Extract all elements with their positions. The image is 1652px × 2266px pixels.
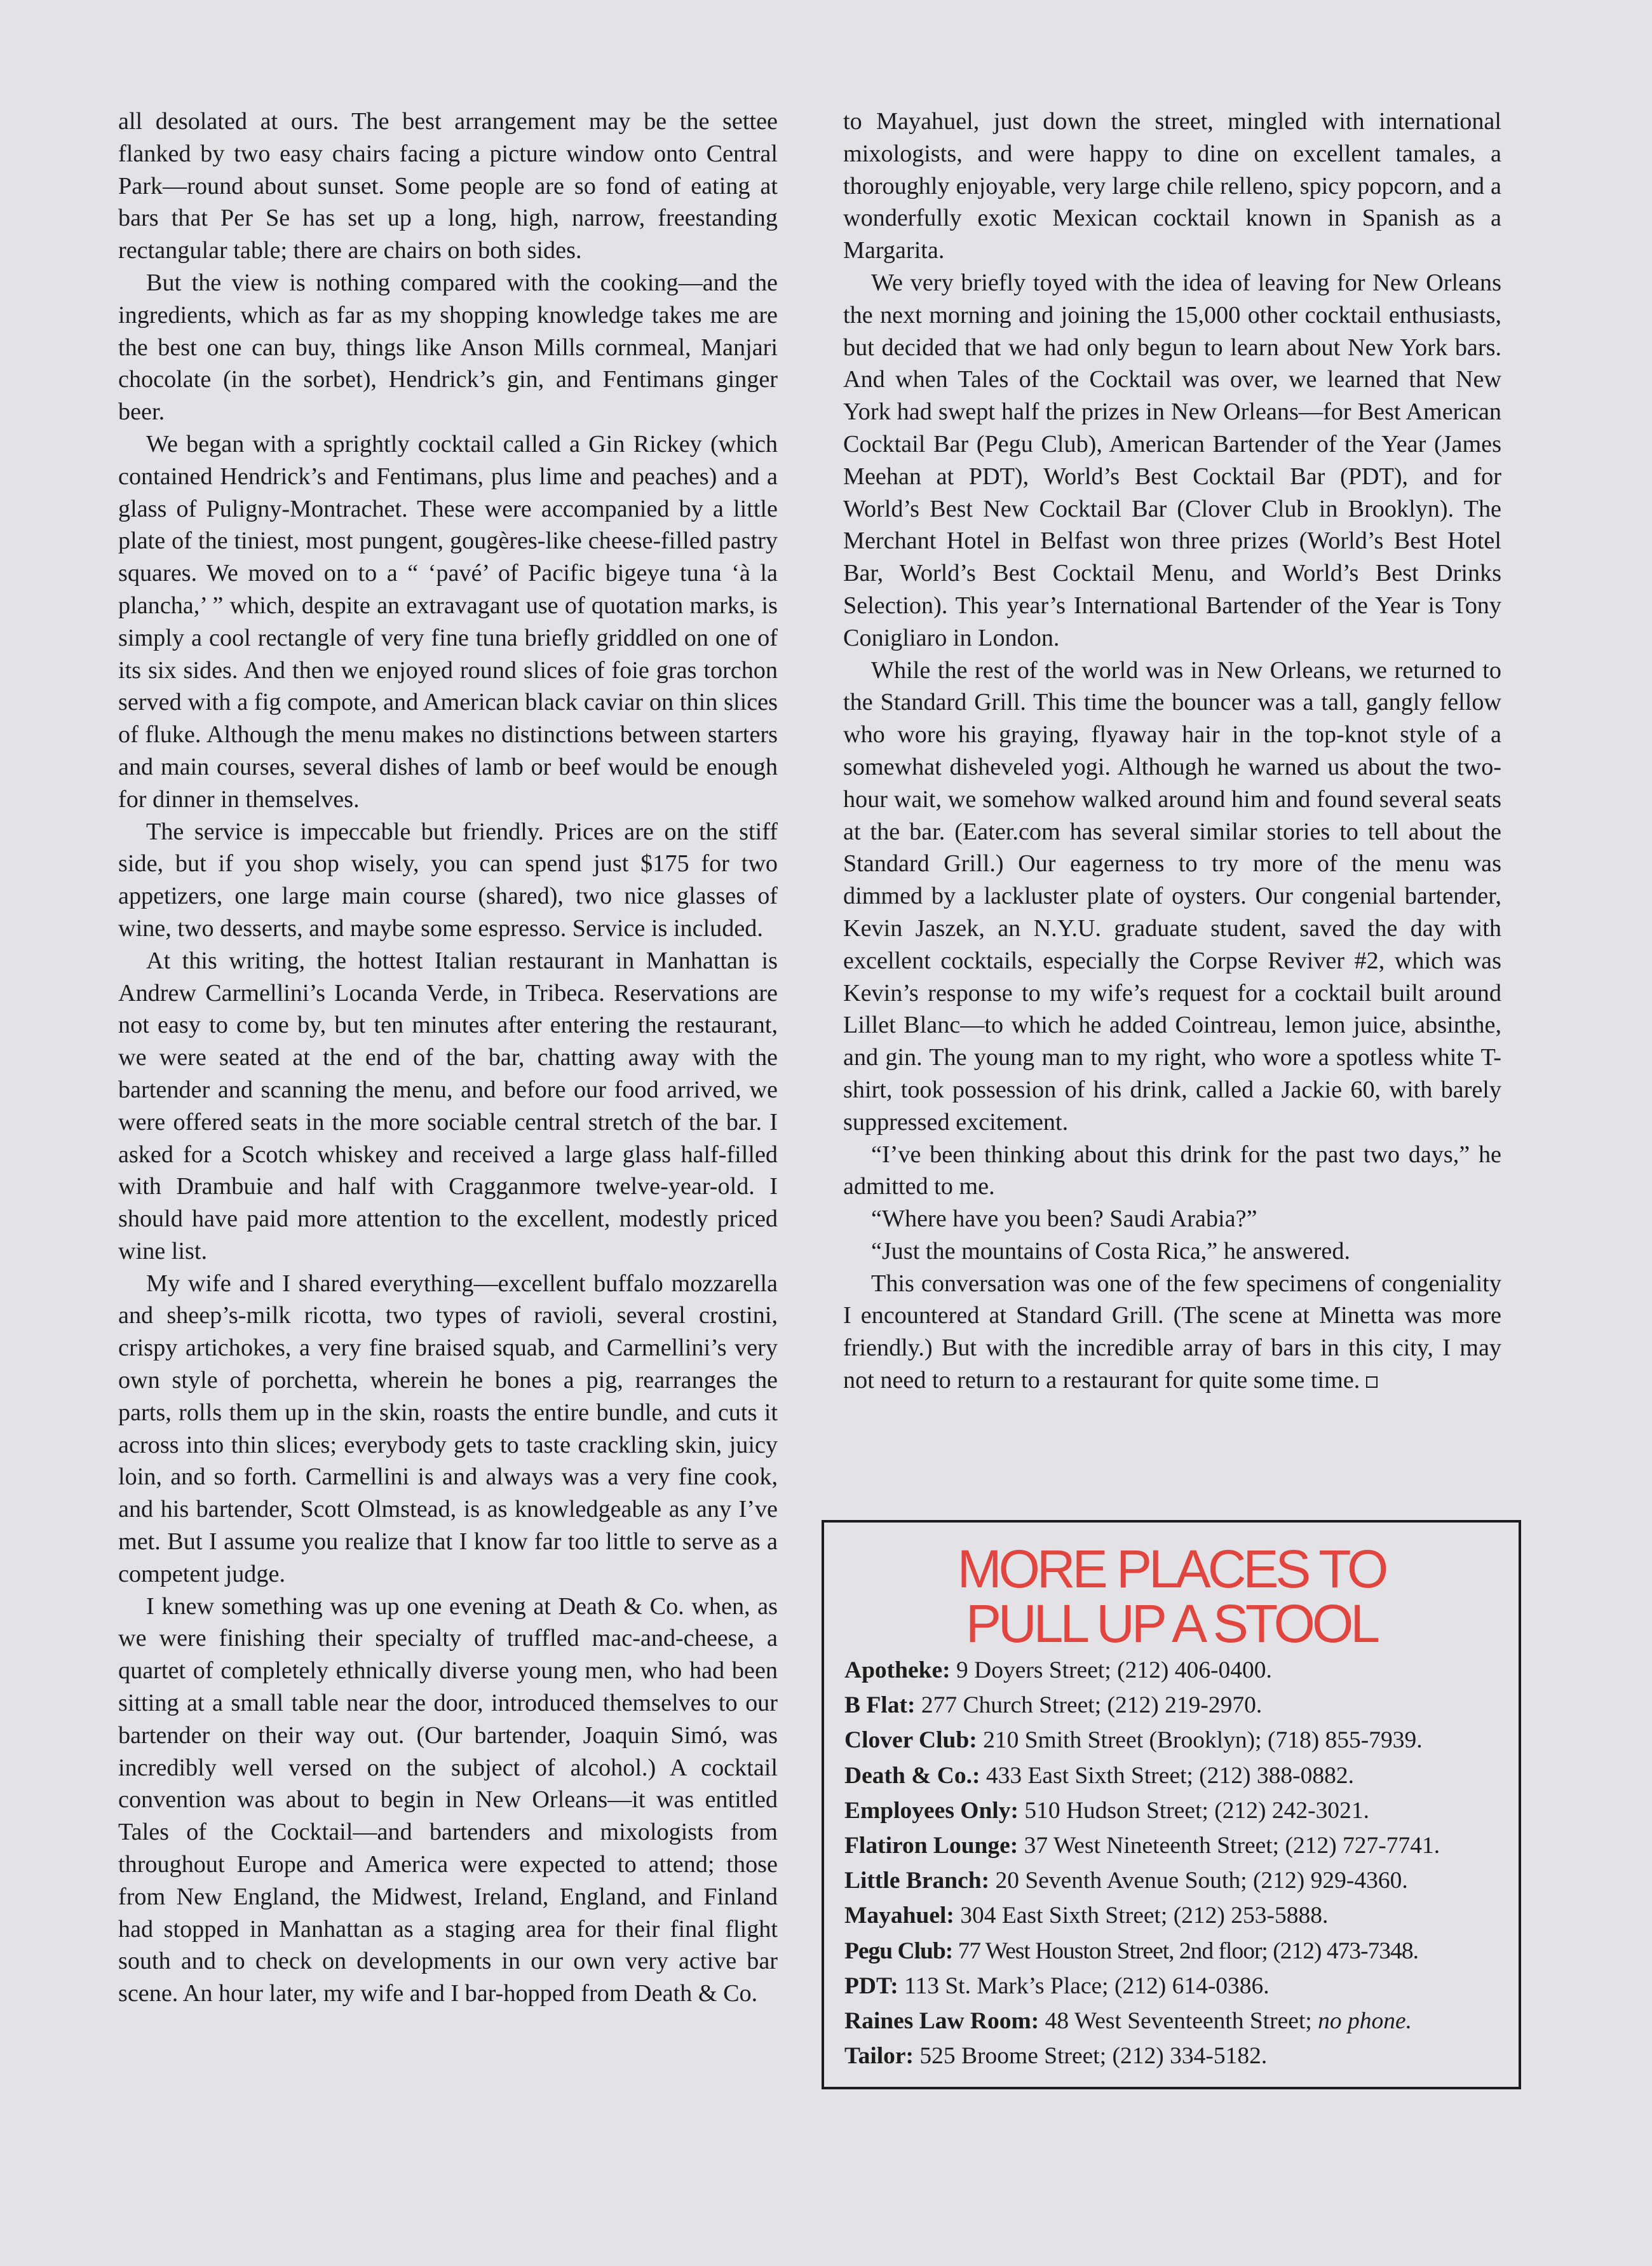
listing-item — [844, 2039, 1512, 2073]
sidebar-title — [824, 1539, 1519, 1653]
listing-name: Tailor: — [844, 2043, 914, 2070]
listing-name: B Flat: — [844, 1692, 916, 1719]
listing-item — [844, 1969, 1512, 2004]
article-paragraph: to Mayahuel, just down the street, mingled with international mixologists, and were happy to dine on excellent tamales, a thoroughly enjoyable, very large chile relleno, spicy popcorn, and a wonderfully exotic Mexican cocktail known in Spanish as a Margarita. — [843, 108, 1501, 264]
listing-name: Raines Law Room: — [844, 2008, 1039, 2035]
article-paragraph: My wife and I shared everything—excellent buffalo mozzarella and sheep’s-milk ricotta, two types of ravioli, several crostini, crispy artichokes, a very fine braised squab, and Carmellini’s very own style of porchetta, wherein he bones a pig, rearranges the parts, rolls them up in the skin, roasts the entire bundle, and cuts it across into thin slices; everybody gets to taste crackling skin, juicy loin, and so forth. Carmellini is and always was a very fine cook, and his bartender, Scott Olmstead, is as knowledgeable as any I’ve met. But I assume you realize that I know far too little to serve as a competent judge. — [118, 1270, 778, 1587]
article-paragraph: “Where have you been? Saudi Arabia?” — [871, 1205, 1257, 1233]
listing-details: 277 Church Street; (212) 219-2970. — [915, 1692, 1263, 1719]
sidebar-title-line-1: MORE PLACES TO — [957, 1539, 1386, 1599]
article-paragraph-last — [843, 1268, 1501, 1397]
article-paragraph-text: This conversation was one of the few specimens of congeniality I encountered at Standard Grill. (The scene at Minetta was more friendly.) But with the incredible array of bars in this city, I may not need to return to a restaurant for quite some time. — [843, 1270, 1501, 1394]
listing-details: 9 Doyers Street; (212) 406-0400. — [950, 1657, 1272, 1683]
listing-details: 20 Seventh Avenue South; (212) 929-4360. — [989, 1868, 1408, 1894]
listing-name: Employees Only: — [844, 1797, 1019, 1824]
article-paragraph: I knew something was up one evening at Death & Co. when, as we were finishing their specialty of truffled mac-and-cheese, a quartet of completely ethnically diverse young men, who had been sitting at a small table near the door, introduced themselves to our bartender on their way out. (Our bartender, Joaquin Simó, was incredibly well versed on the subject of alcohol.) A cocktail convention was about to begin in New Orleans—it was entitled Tales of the Cocktail—and bartenders and mixologists from throughout Europe and America were expected to attend; those from New England, the Midwest, Ireland, England, and Finland had stopped in Manhattan as a staging area for their final flight south and to check on developments in our own very active bar scene. An hour later, my wife and I bar-hopped from Death & Co. — [118, 1592, 778, 2007]
listing-name: Clover Club: — [844, 1727, 977, 1754]
article-paragraph: We very briefly toyed with the idea of leaving for New Orleans the next morning and joining the 15,000 other cocktail enthusiasts, but decided that we had only begun to learn about New York bars. And when Tales of the Cocktail was over, we learned that New York had swept half the prizes in New Orleans—for Best American Cocktail Bar (Pegu Club), American Bartender of the Year (James Meehan at PDT), World’s Best Cocktail Bar (PDT), and for World’s Best New Cocktail Bar (Clover Club in Brooklyn). The Merchant Hotel in Belfast won three prizes (World’s Best Hotel Bar, World’s Best Cocktail Menu, and World’s Best Drinks Selection). This year’s International Bartender of the Year is Tony Conigliaro in London. — [843, 269, 1501, 651]
listing-details: 77 West Houston Street, 2nd floor; (212) 473-7348. — [952, 1937, 1418, 1964]
listing-details: 37 West Nineteenth Street; (212) 727-7741. — [1018, 1833, 1440, 1859]
sidebar-title-line-2: PULL UP A STOOL — [965, 1594, 1378, 1653]
article-right-column — [843, 105, 1501, 1397]
listing-item — [844, 1863, 1512, 1898]
listing-item — [844, 1898, 1512, 1933]
listing-details-note: no phone. — [1318, 2008, 1412, 2035]
article-paragraph: But the view is nothing compared with the cooking—and the ingredients, which as far as my shopping knowledge takes me are the best one can buy, things like Anson Mills cornmeal, Manjari chocolate (in the sorbet), Hendrick’s gin, and Fentimans ginger beer. — [118, 269, 778, 426]
listing-name: Apotheke: — [844, 1657, 951, 1683]
bar-listing — [844, 1653, 1512, 2073]
listing-name: Death & Co.: — [844, 1762, 980, 1789]
listing-name: Little Branch: — [844, 1868, 990, 1894]
article-paragraph: all desolated at ours. The best arrangement may be the settee flanked by two easy chairs facing a picture window onto Central Park—round about sunset. Some people are so fond of eating at bars that Per Se has set up a long, high, narrow, freestanding rectangular table; there are chairs on both sides. — [118, 108, 778, 264]
article-paragraph: “I’ve been thinking about this drink for the past two days,” he admitted to me. — [843, 1141, 1501, 1200]
listing-name: Pegu Club: — [844, 1937, 953, 1964]
article-paragraph: While the rest of the world was in New Orleans, we returned to the Standard Grill. This time the bouncer was a tall, gangly fellow who wore his graying, flyaway hair in the top-knot style of a somewhat disheveled yogi. Although he warned us about the two-hour wait, we somehow walked around him and found several seats at the bar. (Eater.com has several similar stories to tell about the Standard Grill.) Our eagerness to try more of the menu was dimmed by a lackluster plate of oysters. Our congenial bartender, Kevin Jaszek, an N.Y.U. graduate student, saved the day with excellent cocktails, especially the Corpse Reviver #2, which was Kevin’s response to my wife’s request for a cocktail built around Lillet Blanc—to which he added Cointreau, lemon juice, absinthe, and gin. The young man to my right, who wore a spotless white T-shirt, took possession of his drink, called a Jackie 60, with barely suppressed excitement. — [843, 656, 1501, 1136]
listing-details: 510 Hudson Street; (212) 242-3021. — [1018, 1797, 1369, 1824]
listing-details: 210 Smith Street (Brooklyn); (718) 855-7939. — [977, 1727, 1423, 1754]
listing-item — [844, 1934, 1512, 1969]
article-paragraph: “Just the mountains of Costa Rica,” he answered. — [871, 1237, 1351, 1265]
listing-name: PDT: — [844, 1972, 898, 1999]
listing-details: 304 East Sixth Street; (212) 253-5888. — [954, 1903, 1329, 1929]
listing-name: Flatiron Lounge: — [844, 1833, 1019, 1859]
listing-details: 433 East Sixth Street; (212) 388-0882. — [980, 1762, 1354, 1789]
listing-details: 48 West Seventeenth Street; — [1039, 2008, 1318, 2035]
listing-item — [844, 1828, 1512, 1863]
article-paragraph: We began with a sprightly cocktail called a Gin Rickey (which contained Hendrick’s and Fentimans, plus lime and peaches) and a glass of Puligny-Montrachet. These were accompanied by a little plate of the tiniest, most pungent, gougères-like cheese-filled pastry squares. We moved on to a “ ‘pavé’ of Pacific bigeye tuna ‘à la plancha,’ ” which, despite an extravagant use of quotation marks, is simply a cool rectangle of very fine tuna briefly griddled on one of its six sides. And then we enjoyed round slices of foie gras torchon served with a fig compote, and American black caviar on thin slices of fluke. Although the menu makes no distinctions between starters and main courses, several dishes of lamb or beef would be enough for dinner in themselves. — [118, 430, 778, 813]
sidebar-box — [822, 1520, 1521, 2089]
listing-details: 525 Broome Street; (212) 334-5182. — [914, 2043, 1268, 2070]
article-left-column — [118, 105, 778, 2010]
listing-item — [844, 1723, 1512, 1758]
listing-name: Mayahuel: — [844, 1903, 954, 1929]
listing-item — [844, 1758, 1512, 1793]
listing-item — [844, 2004, 1512, 2039]
end-mark-icon — [1366, 1376, 1378, 1388]
listing-item — [844, 1793, 1512, 1828]
article-paragraph: The service is impeccable but friendly. Prices are on the stiff side, but if you shop wisely, you can spend just $175 for two appetizers, one large main course (shared), two nice glasses of wine, two desserts, and maybe some espresso. Service is included. — [118, 818, 778, 942]
article-paragraph: At this writing, the hottest Italian restaurant in Manhattan is Andrew Carmellini’s Locanda Verde, in Tribeca. Reservations are not easy to come by, but ten minutes after entering the restaurant, we were seated at the end of the bar, chatting away with the bartender and scanning the menu, and before our food arrived, we were offered seats in the more sociable central stretch of the bar. I asked for a Scotch whiskey and received a large glass half-filled with Drambuie and half with Cragganmore twelve-year-old. I should have paid more attention to the excellent, modestly priced wine list. — [118, 947, 778, 1265]
listing-item — [844, 1688, 1512, 1723]
listing-item — [844, 1653, 1512, 1688]
listing-details: 113 St. Mark’s Place; (212) 614-0386. — [898, 1972, 1269, 1999]
